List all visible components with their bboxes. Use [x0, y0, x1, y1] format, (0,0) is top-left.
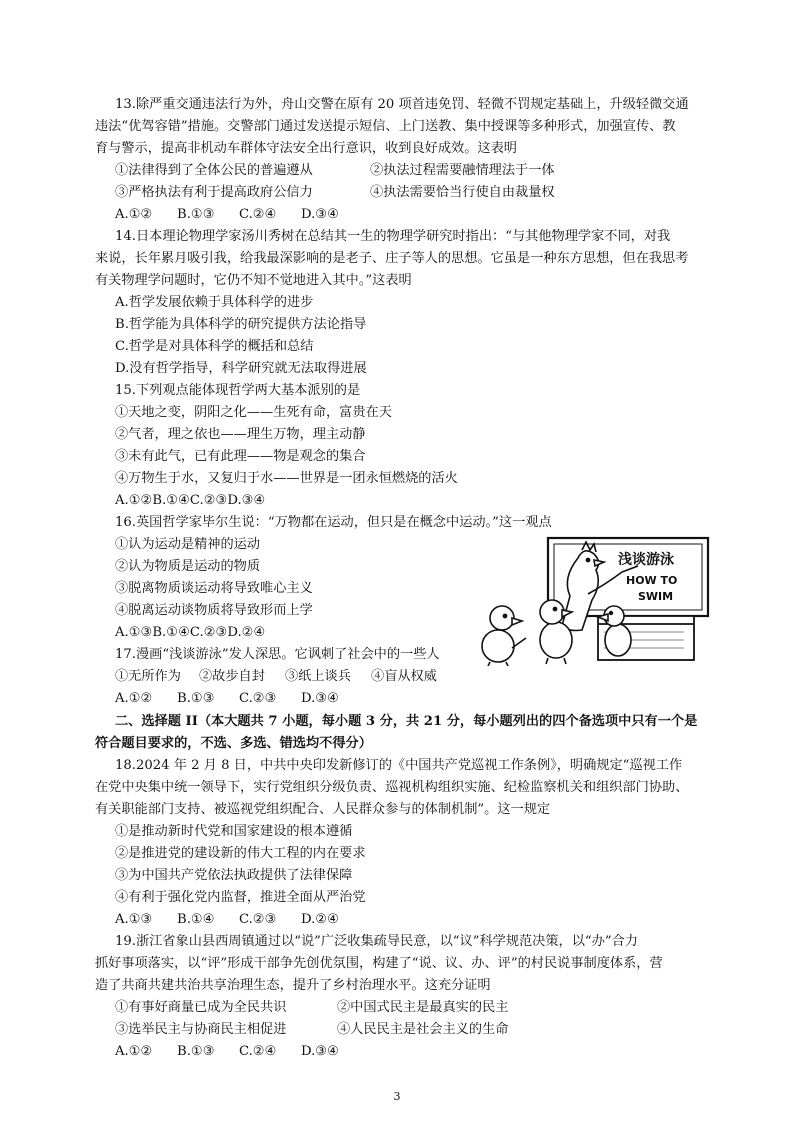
q14-stem-line-1: 14.日本理论物理学家汤川秀树在总结其一生的物理学研究时指出：“与其他物理学家不同，对我 [115, 229, 671, 244]
q18-stem-line-1: 18.2024 年 2 月 8 日，中共中央印发新修订的《中国共产党巡视工作条例》，明确规定“巡视工作 [115, 758, 683, 773]
q19-option-a: A.①② [115, 1044, 153, 1059]
q17-item-4: ④盲从权威 [371, 669, 437, 684]
q18-item-3: ③为中国共产党依法执政提供了法律保障 [115, 868, 353, 883]
q14-choice-a: A.哲学发展依赖于具体科学的进步 [115, 295, 314, 310]
q13-option-b: B.①③ [177, 207, 215, 222]
q13-stem-line-1: 13.除严重交通违法行为外，舟山交警在原有 20 项首违免罚、轻微不罚规定基础上，升级轻微交通 [115, 97, 689, 112]
q16-item-1: ①认为运动是精神的运动 [115, 537, 261, 552]
q15-item-1: ①天地之变，阴阳之化——生死有命，富贵在天 [115, 405, 392, 420]
q14-choice-c: C.哲学是对具体科学的概括和总结 [115, 339, 314, 354]
q18-item-4: ④有利于强化党内监督，推进全面从严治党 [115, 890, 366, 905]
q15-item-4: ④万物生于水，又复归于水——世界是一团永恒燃烧的活火 [115, 471, 458, 486]
q13-item-3: ③严格执法有利于提高政府公信力 [115, 185, 313, 200]
section-2-heading-line-1: 二、选择题 II（本大题共 7 小题，每小题 3 分，共 21 分，每小题列出的四个备选项中只有一个是 [115, 714, 698, 729]
q19-item-4: ④人民民主是社会主义的生命 [337, 1022, 509, 1037]
section-2-heading-line-2: 符合题目要求的，不选、多选、错选均不得分） [95, 736, 372, 751]
board-english-line-1: HOW TO [626, 574, 678, 587]
q19-stem-line-3: 造了共商共建共治共享治理生态，提升了乡村治理水平。这充分证明 [95, 978, 491, 993]
q18-option-c: C.②③ [239, 912, 277, 927]
q13-items-row-1 [115, 160, 705, 182]
q19-option-b: B.①③ [177, 1044, 215, 1059]
q18-item-2: ②是推进党的建设新的伟大工程的内在要求 [115, 846, 366, 861]
swimming-lecture-cartoon [478, 536, 714, 666]
q17-item-2: ②故步自封 [199, 669, 265, 684]
q18-option-d: D.②④ [301, 912, 339, 927]
q19-options [115, 1041, 705, 1063]
q16-stem: 16.英国哲学家毕尔生说：“万物都在运动，但只是在概念中运动。”这一观点 [115, 515, 552, 530]
q15-options: A.①②B.①④C.②③D.③④ [115, 493, 266, 508]
q18-stem-line-3: 有关职能部门支持、被巡视党组织配合、人民群众参与的体制机制”。这一规定 [95, 802, 551, 817]
q13-option-a: A.①② [115, 207, 153, 222]
q14-stem-line-3: 有关物理学问题时，它仍不知不觉地进入其中。”这表明 [95, 273, 412, 288]
q16-item-3: ③脱离物质谈运动将导致唯心主义 [115, 581, 313, 596]
q13-item-4: ④执法需要恰当行使自由裁量权 [370, 185, 555, 200]
q13-item-1: ①法律得到了全体公民的普遍遵从 [115, 163, 313, 178]
q19-items-row-1 [115, 997, 705, 1019]
q13-stem-line-2: 违法“优驾容错”措施。交警部门通过发送提示短信、上门送教、集中授课等多种形式，加强宣传、教 [95, 119, 676, 134]
q15-item-2: ②气者，理之依也——理生万物，理主动静 [115, 427, 366, 442]
q16-item-2: ②认为物质是运动的物质 [115, 559, 261, 574]
q18-stem-line-2: 在党中央集中统一领导下，实行党组织分级负责、巡视机构组织实施、纪检监察机关和组织部门协助、 [95, 780, 689, 795]
q19-option-c: C.②④ [239, 1044, 277, 1059]
q17-option-c: C.②③ [239, 691, 277, 706]
board-english-line-2: SWIM [638, 590, 674, 603]
q13-items-row-2 [115, 182, 705, 204]
q18-option-b: B.①④ [177, 912, 215, 927]
board-title: 浅谈游泳 [618, 552, 674, 568]
q18-options [115, 909, 705, 931]
q15-stem: 15.下列观点能体现哲学两大基本派别的是 [115, 383, 361, 398]
duck-student-left [482, 606, 526, 666]
q17-options [115, 688, 705, 710]
q14-stem-line-2: 来说，长年累月吸引我，给我最深影响的是老子、庄子等人的思想。它虽是一种东方思想，但在我思考 [95, 251, 689, 266]
q13-stem-line-3: 育与警示，提高非机动车群体守法安全出行意识，收到良好成效。这表明 [95, 141, 517, 156]
q17-option-b: B.①③ [177, 691, 215, 706]
q17-item-3: ③纸上谈兵 [285, 669, 351, 684]
q18-item-1: ①是推动新时代党和国家建设的根本遵循 [115, 824, 353, 839]
q14-choice-d: D.没有哲学指导，科学研究就无法取得进展 [115, 361, 367, 376]
q13-item-2: ②执法过程需要融情理法于一体 [370, 163, 555, 178]
q13-options [115, 204, 705, 226]
q16-item-4: ④脱离运动谈物质将导致形而上学 [115, 603, 313, 618]
q19-item-3: ③选举民主与协商民主相促进 [115, 1022, 287, 1037]
q14-choice-b: B.哲学能为具体科学的研究提供方法论指导 [115, 317, 367, 332]
q15-item-3: ③未有此气，已有此理——物是观念的集合 [115, 449, 366, 464]
q19-item-1: ①有事好商量已成为全民共识 [115, 1000, 287, 1015]
q19-items-row-2 [115, 1019, 705, 1041]
q19-item-2: ②中国式民主是最真实的民主 [337, 1000, 509, 1015]
q18-option-a: A.①③ [115, 912, 153, 927]
q17-stem: 17.漫画“浅谈游泳”发人深思。它讽刺了社会中的一些人 [115, 647, 440, 662]
q17-option-a: A.①② [115, 691, 153, 706]
q19-stem-line-1: 19.浙江省象山县西周镇通过以“说”广泛收集疏导民意，以“议”科学规范决策，以“办”合力 [115, 934, 638, 949]
q19-stem-line-2: 抓好事项落实，以“评”形成干部争先创优氛围，构建了“说、议、办、评”的村民说事制度体系，营 [95, 956, 663, 971]
page-number: 3 [393, 1090, 401, 1103]
q17-option-d: D.③④ [301, 691, 339, 706]
q13-option-d: D.③④ [301, 207, 339, 222]
q19-option-d: D.③④ [301, 1044, 339, 1059]
q16-options: A.①③B.①④C.②③D.②④ [115, 625, 266, 640]
q17-item-1: ①无所作为 [115, 669, 181, 684]
q13-option-c: C.②④ [239, 207, 277, 222]
q17-items [115, 666, 705, 688]
